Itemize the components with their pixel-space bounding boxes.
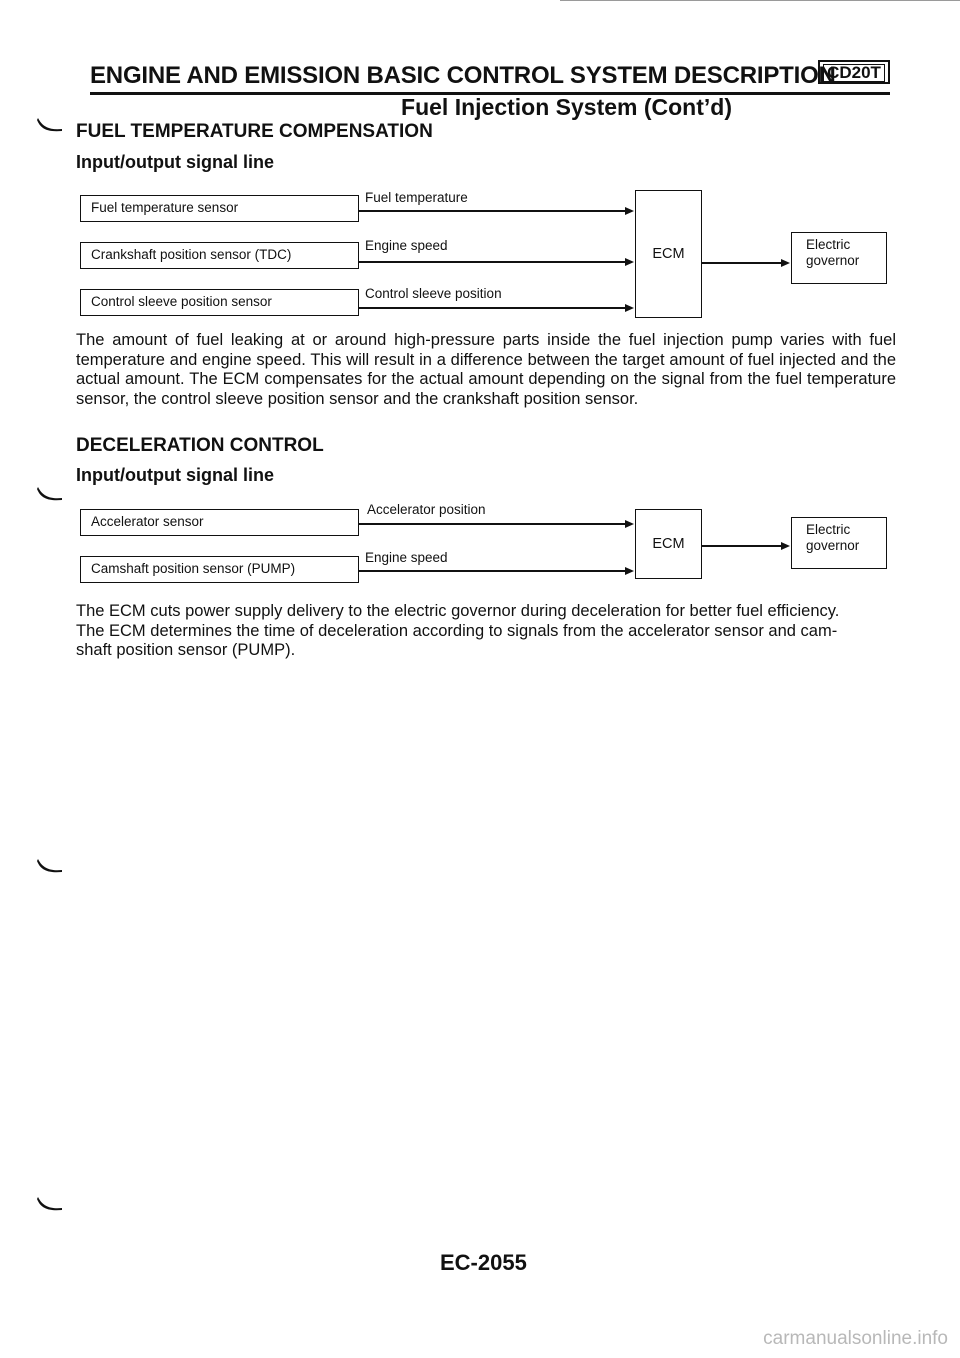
arrow-right-icon [781, 259, 790, 267]
ecm-box: ECM [635, 509, 702, 579]
signal-line [359, 261, 627, 263]
sensor-box-crankshaft: Crankshaft position sensor (TDC) [80, 242, 359, 269]
arrow-right-icon [781, 542, 790, 550]
signal-label: Engine speed [365, 238, 448, 253]
output-line [702, 262, 782, 264]
paragraph-line: The ECM cuts power supply delivery to the electric governor during deceleration for better fuel efficiency. [76, 602, 840, 620]
margin-mark-icon [37, 485, 63, 501]
electric-governor-box [791, 232, 887, 284]
governor-label-line2: governor [806, 538, 860, 553]
electric-governor-box [791, 517, 887, 569]
paragraph-fuel-temp [76, 331, 896, 409]
governor-label-line1: Electric [806, 237, 851, 252]
engine-code-badge [818, 60, 890, 84]
sensor-box-fuel-temperature: Fuel temperature sensor [80, 195, 359, 222]
paragraph-text: The amount of fuel leaking at or around high-pressure parts inside the fuel injection pump varies with fuel temperature and engine speed. This will result in a difference between the target amount of fuel injected and the actual amount. The ECM compensates for the actual amount depending on the signal from the fuel temperature sensor, the control sleeve position sensor and the crankshaft position sensor. [76, 331, 896, 408]
arrow-right-icon [625, 258, 634, 266]
governor-label-line1: Electric [806, 522, 851, 537]
engine-code-label: CD20T [823, 64, 885, 82]
signal-label: Fuel temperature [365, 190, 468, 205]
output-line [702, 545, 782, 547]
arrow-right-icon [625, 207, 634, 215]
margin-mark-icon [37, 116, 63, 132]
signal-line [359, 523, 627, 525]
arrow-right-icon [625, 567, 634, 575]
signal-line [359, 570, 627, 572]
signal-line [359, 307, 627, 309]
sensor-box-camshaft: Camshaft position sensor (PUMP) [80, 556, 359, 583]
page-number: EC-2055 [440, 1250, 527, 1275]
paragraph-line: The ECM determines the time of deceleration according to signals from the accelerator sensor and cam- [76, 621, 838, 640]
sensor-box-accelerator: Accelerator sensor [80, 509, 359, 536]
section-title-deceleration: DECELERATION CONTROL [76, 435, 324, 456]
margin-mark-icon [37, 1195, 63, 1211]
section-subheading: Input/output signal line [76, 152, 274, 172]
section-subheading: Input/output signal line [76, 465, 274, 485]
paragraph-deceleration [76, 602, 896, 661]
paragraph-line: shaft position sensor (PUMP). [76, 641, 296, 659]
section-title-fuel-temp: FUEL TEMPERATURE COMPENSATION [76, 121, 433, 142]
signal-label: Accelerator position [367, 502, 486, 517]
ecm-box: ECM [635, 190, 702, 318]
margin-mark-icon [37, 857, 63, 873]
arrow-right-icon [625, 304, 634, 312]
page-title: ENGINE AND EMISSION BASIC CONTROL SYSTEM DESCRIPTION [90, 62, 836, 89]
arrow-right-icon [625, 520, 634, 528]
page-subtitle: Fuel Injection System (Cont’d) [401, 94, 732, 120]
governor-label-line2: governor [806, 253, 860, 268]
watermark: carmanualsonline.info [763, 1328, 948, 1349]
signal-line [359, 210, 627, 212]
signal-label: Engine speed [365, 550, 448, 565]
sensor-box-control-sleeve: Control sleeve position sensor [80, 289, 359, 316]
top-edge-line [560, 0, 960, 1]
signal-label: Control sleeve position [365, 286, 502, 301]
